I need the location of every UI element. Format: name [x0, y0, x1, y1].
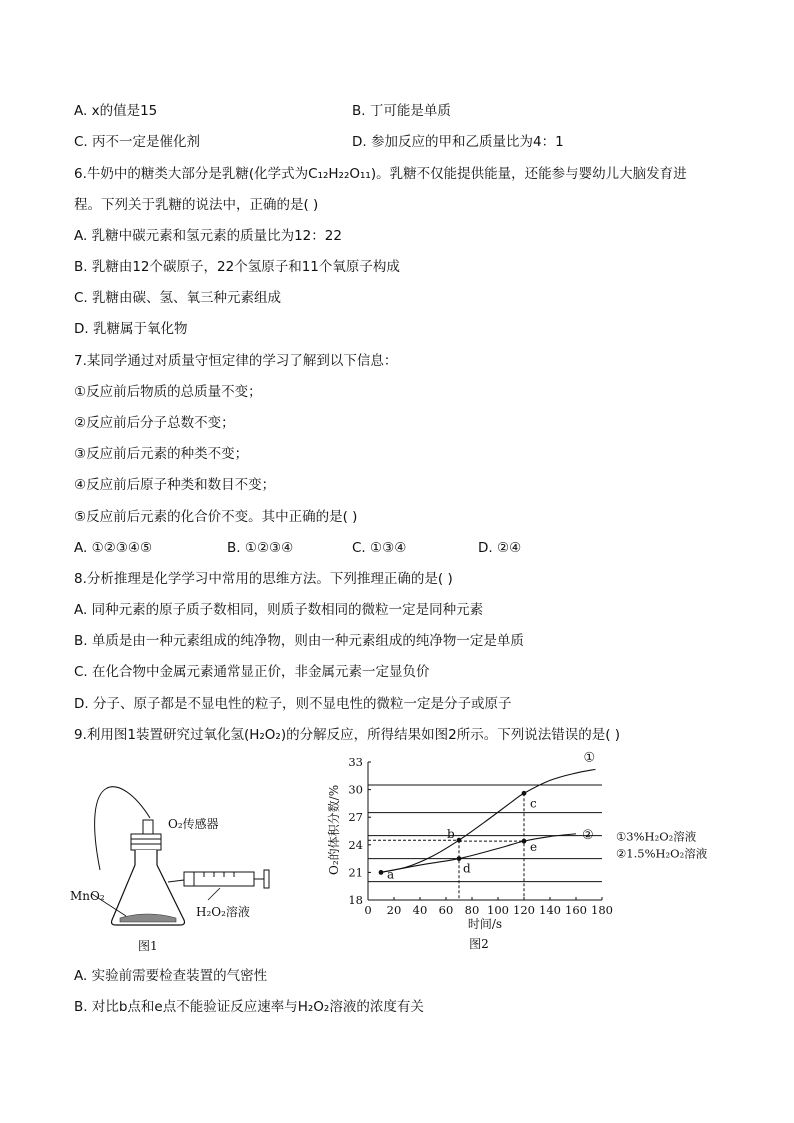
q7-option-c[interactable]: C. ①③④	[352, 540, 407, 556]
point-c	[522, 791, 527, 796]
figure-2-caption: 图2	[469, 937, 489, 951]
q8-option-d[interactable]: D. 分子、原子都是不显电性的粒子，则不显电性的微粒一定是分子或原子	[74, 696, 512, 712]
x-axis-label: 时间/s	[467, 917, 503, 931]
x-tick-label: 80	[464, 903, 480, 917]
point-a	[379, 870, 384, 875]
point-label-d: d	[463, 861, 471, 876]
q6-stem-line1: 6.牛奶中的糖类大部分是乳糖(化学式为C₁₂H₂₂O₁₁)。乳糖不仅能提供能量，还能参与婴幼儿大脑发育进	[74, 166, 687, 182]
point-label-a: a	[387, 867, 395, 882]
y-tick-label: 18	[348, 893, 363, 907]
point-label-b: b	[447, 827, 455, 842]
y-tick-label: 30	[348, 782, 363, 797]
q7-item-2: ②反应前后分子总数不变；	[74, 415, 235, 431]
point-d	[457, 856, 462, 861]
point-label-c: c	[530, 796, 537, 811]
x-tick-label: 60	[438, 903, 454, 917]
q7-option-a[interactable]: A. ①②③④⑤	[74, 540, 153, 556]
mno2-label: MnO₂	[70, 889, 105, 903]
q8-option-b[interactable]: B. 单质是由一种元素组成的纯净物，则由一种元素组成的纯净物一定是单质	[74, 633, 524, 649]
q5-option-b[interactable]: B. 丁可能是单质	[352, 103, 451, 119]
x-tick-label: 160	[565, 903, 587, 917]
legend-series-2: ②1.5%H₂O₂溶液	[616, 846, 708, 861]
q9-option-a[interactable]: A. 实验前需要检查装置的气密性	[74, 968, 268, 984]
q9-option-b[interactable]: B. 对比b点和e点不能验证反应速率与H₂O₂溶液的浓度有关	[74, 999, 424, 1015]
q7-item-1: ①反应前后物质的总质量不变；	[74, 384, 262, 400]
y-tick-label: 33	[348, 755, 363, 769]
x-tick-label: 20	[386, 903, 402, 917]
q5-option-d[interactable]: D. 参加反应的甲和乙质量比为4：1	[352, 134, 564, 150]
point-b	[457, 838, 462, 843]
q7-option-b[interactable]: B. ①②③④	[227, 540, 294, 556]
x-tick-label: 40	[412, 903, 428, 917]
y-tick-label: 24	[348, 837, 363, 852]
q8-stem: 8.分析推理是化学学习中常用的思维方法。下列推理正确的是( )	[74, 571, 453, 587]
q6-option-d[interactable]: D. 乳糖属于氧化物	[74, 321, 188, 337]
q7-stem: 7.某同学通过对质量守恒定律的学习了解到以下信息：	[74, 353, 398, 369]
point-e	[522, 839, 527, 844]
figure-1-caption: 图1	[138, 939, 158, 953]
q6-stem-line2: 程。下列关于乳糖的说法中，正确的是( )	[74, 197, 319, 213]
q7-item-3: ③反应前后元素的种类不变；	[74, 446, 249, 462]
x-tick-label: 0	[364, 903, 372, 917]
y-tick-label: 21	[348, 865, 363, 880]
x-tick-label: 140	[539, 903, 561, 917]
series-label-1: ①	[583, 750, 596, 766]
series-label-2: ②	[582, 827, 594, 843]
q6-option-c[interactable]: C. 乳糖由碳、氢、氧三种元素组成	[74, 290, 282, 306]
q8-option-c[interactable]: C. 在化合物中金属元素通常显正价，非金属元素一定显负价	[74, 664, 430, 680]
point-label-e: e	[530, 840, 538, 855]
x-tick-label: 100	[487, 903, 509, 917]
y-axis-label: O₂的体积分数/%	[327, 784, 341, 875]
y-tick-label: 27	[348, 810, 363, 825]
sensor-label: O₂传感器	[168, 817, 219, 831]
o2-sensor	[143, 820, 153, 834]
q7-item-4: ④反应前后原子种类和数目不变；	[74, 477, 276, 493]
q8-option-a[interactable]: A. 同种元素的原子质子数相同，则质子数相同的微粒一定是同种元素	[74, 602, 484, 618]
q5-option-a[interactable]: A. x的值是15	[74, 103, 158, 119]
q6-option-b[interactable]: B. 乳糖由12个碳原子，22个氢原子和11个氧原子构成	[74, 259, 400, 275]
q7-option-d[interactable]: D. ②④	[478, 540, 522, 556]
q5-option-c[interactable]: C. 丙不一定是催化剂	[74, 134, 201, 150]
solution-label: H₂O₂溶液	[196, 905, 250, 919]
x-tick-label: 120	[513, 903, 535, 917]
q6-option-a[interactable]: A. 乳糖中碳元素和氢元素的质量比为12：22	[74, 228, 342, 244]
x-tick-label: 180	[591, 903, 613, 917]
figure-2-chart	[320, 748, 740, 958]
q7-item-5: ⑤反应前后元素的化合价不变。其中正确的是( )	[74, 509, 358, 525]
q9-stem: 9.利用图1装置研究过氧化氢(H₂O₂)的分解反应，所得结果如图2所示。下列说法错误的是( )	[74, 727, 621, 743]
legend-series-1: ①3%H₂O₂溶液	[616, 829, 697, 844]
figure-1-apparatus	[60, 760, 280, 960]
series-line-2	[381, 834, 576, 873]
stopper	[131, 834, 161, 850]
